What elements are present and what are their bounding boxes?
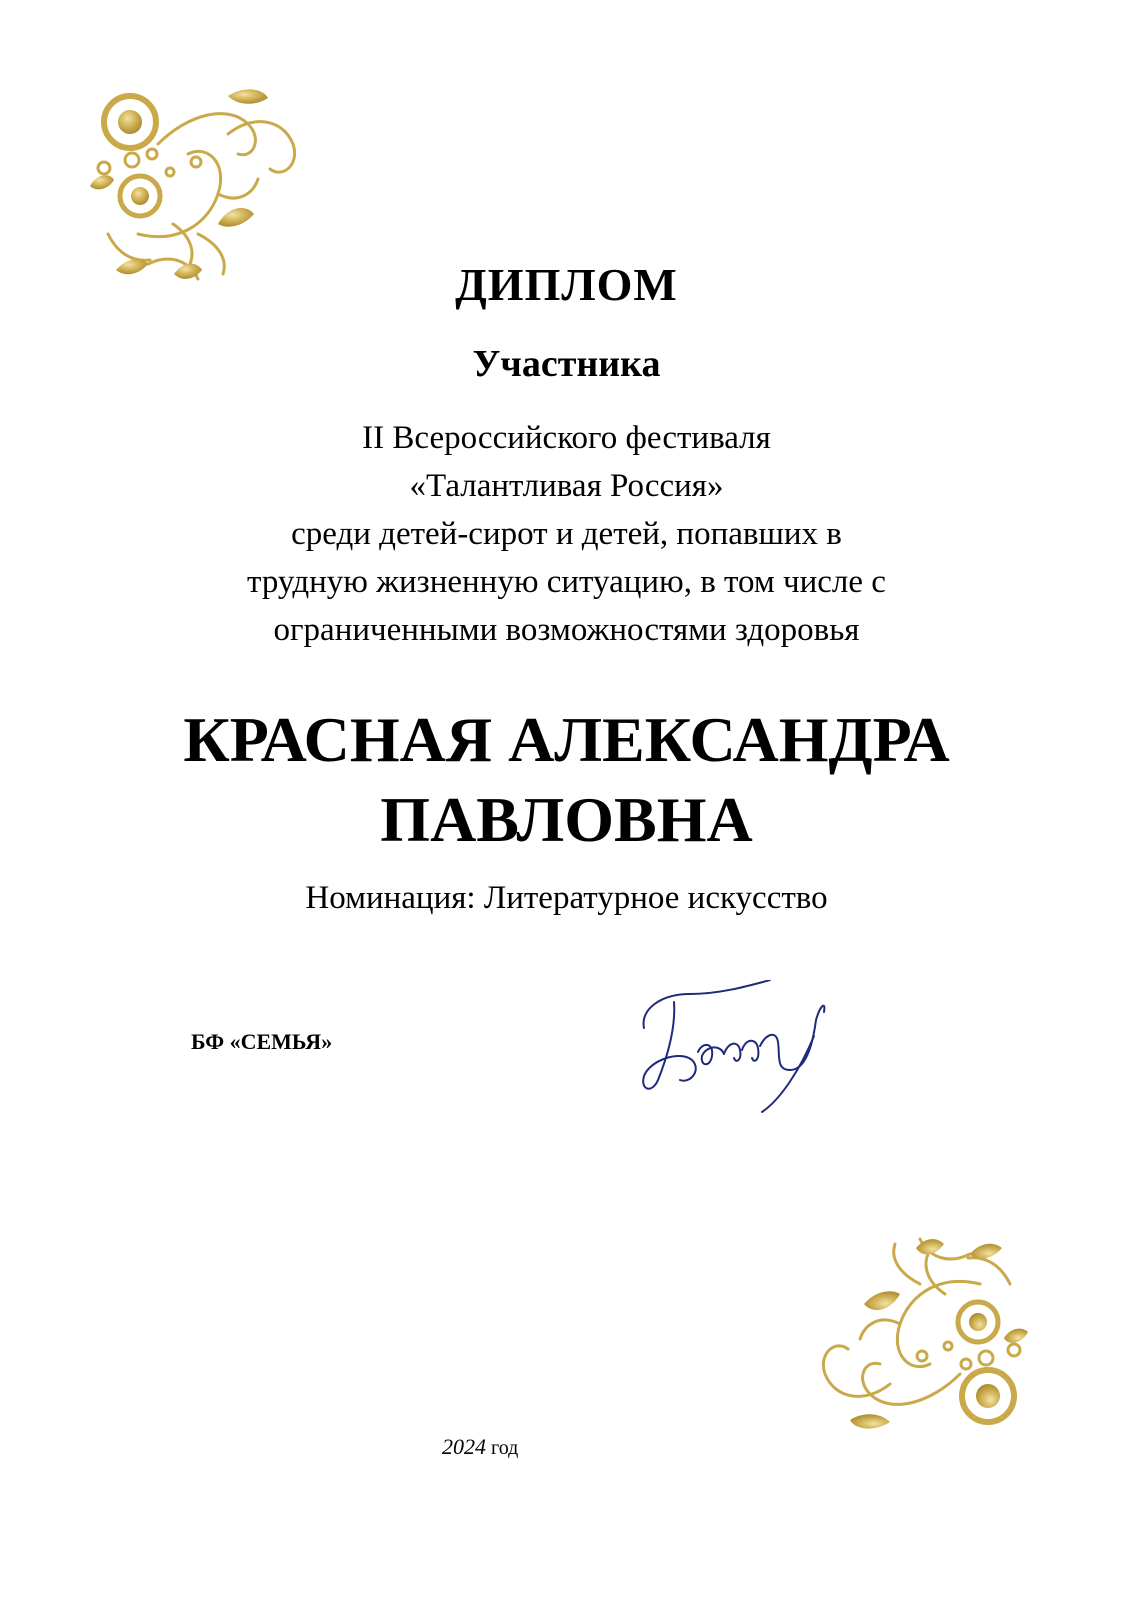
description-line: II Всероссийского фестиваля [362,420,771,456]
year-number: 2024 [442,1434,486,1459]
recipient-name-line: ПАВЛОВНА [380,784,753,855]
diploma-subtitle: Участника [472,343,661,385]
recipient-name-line: КРАСНАЯ АЛЕКСАНДРА [183,704,950,775]
description-line: трудную жизненную ситуацию, в том числе с [247,564,886,600]
description-line: среди детей-сирот и детей, попавших в [291,516,842,552]
recipient-name [0,700,1133,860]
nomination: Номинация: Литературное искусство [305,880,828,916]
organization-name: БФ «СЕМЬЯ» [191,1029,333,1054]
diploma-title: ДИПЛОМ [455,259,678,310]
year-label [442,1434,518,1460]
year-suffix: год [486,1437,519,1459]
signature [630,980,850,1115]
description-line: «Талантливая Россия» [409,468,724,504]
festival-description [0,414,1133,654]
gold-floral-ornament-icon [810,1224,1040,1434]
description-line: ограниченными возможностями здоровья [273,612,860,648]
